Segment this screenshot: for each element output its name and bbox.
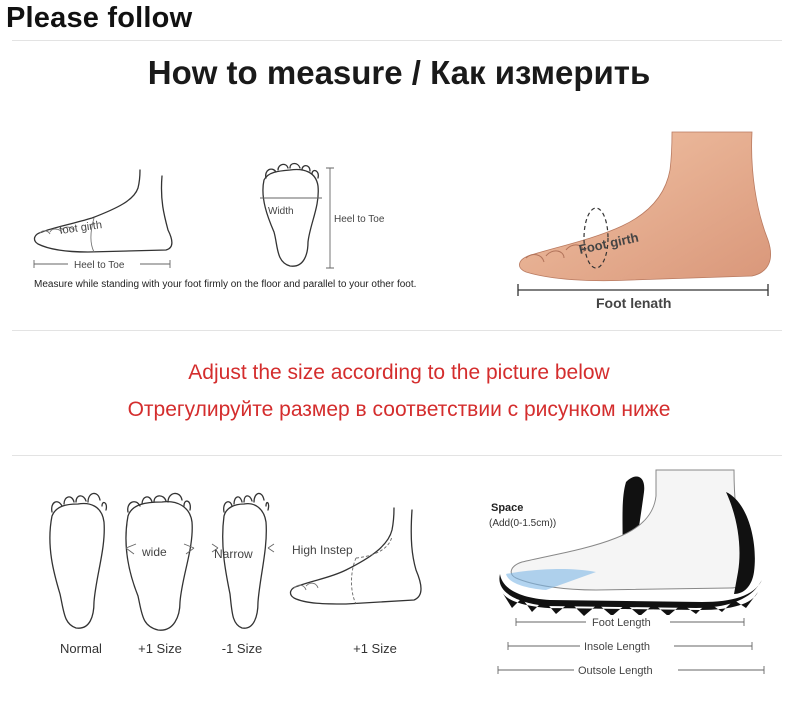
middle-divider-top	[12, 330, 782, 331]
top-foot-toes	[266, 164, 319, 179]
shoe-space-detail: (Add(0-1.5cm))	[489, 518, 557, 529]
top-foot-outline	[263, 170, 318, 267]
foot-type-narrow-caption: -1 Size	[221, 641, 263, 656]
adjust-english: Adjust the size according to the picture below	[188, 361, 610, 384]
photo-foot-skin	[519, 132, 770, 281]
measure-instruction: Measure while standing with your foot firmly on the floor and parallel to your other foot.	[34, 279, 417, 290]
foot-type-normal	[40, 486, 115, 636]
foot-type-high-instep	[286, 500, 466, 640]
foot-type-narrow-label: Narrow	[214, 547, 253, 561]
foot-type-wide-label: wide	[142, 545, 167, 559]
top-foot-length-label: Heel to Toe	[334, 214, 385, 225]
top-foot-drawing	[250, 158, 420, 278]
shoe-cross-section	[486, 462, 786, 697]
foot-type-normal-caption: Normal	[60, 641, 102, 656]
top-divider	[12, 40, 782, 41]
foot-type-narrow	[210, 486, 280, 636]
foot-length-label: Foot Length	[592, 617, 651, 629]
foot-type-high-instep-label: High Instep	[292, 543, 353, 557]
side-foot-girth-label: foot girth	[58, 219, 103, 237]
top-foot-width-label: Width	[268, 206, 294, 217]
shoe-space-title: Space	[491, 502, 524, 514]
photo-foot-length-label: Foot lenath	[596, 295, 672, 311]
outsole-length-label: Outsole Length	[578, 665, 653, 677]
adjust-russian: Отрегулируйте размер в соответствии с рисунком ниже	[127, 398, 671, 421]
foot-type-wide-caption: +1 Size	[138, 641, 182, 656]
middle-divider-bottom	[12, 455, 782, 456]
side-foot-drawing	[28, 160, 238, 275]
insole-length-label: Insole Length	[584, 641, 651, 653]
photo-foot-drawing	[512, 130, 782, 320]
foot-type-high-instep-caption: +1 Size	[353, 641, 397, 656]
foot-type-wide	[120, 486, 200, 636]
side-foot-length-label: Heel to Toe	[74, 260, 125, 271]
header-title: Please follow	[6, 2, 193, 34]
side-foot-outline	[35, 170, 172, 252]
main-title: How to measure / Как измерить	[147, 54, 651, 91]
photo-foot-girth-label: Foot girth	[577, 229, 640, 257]
